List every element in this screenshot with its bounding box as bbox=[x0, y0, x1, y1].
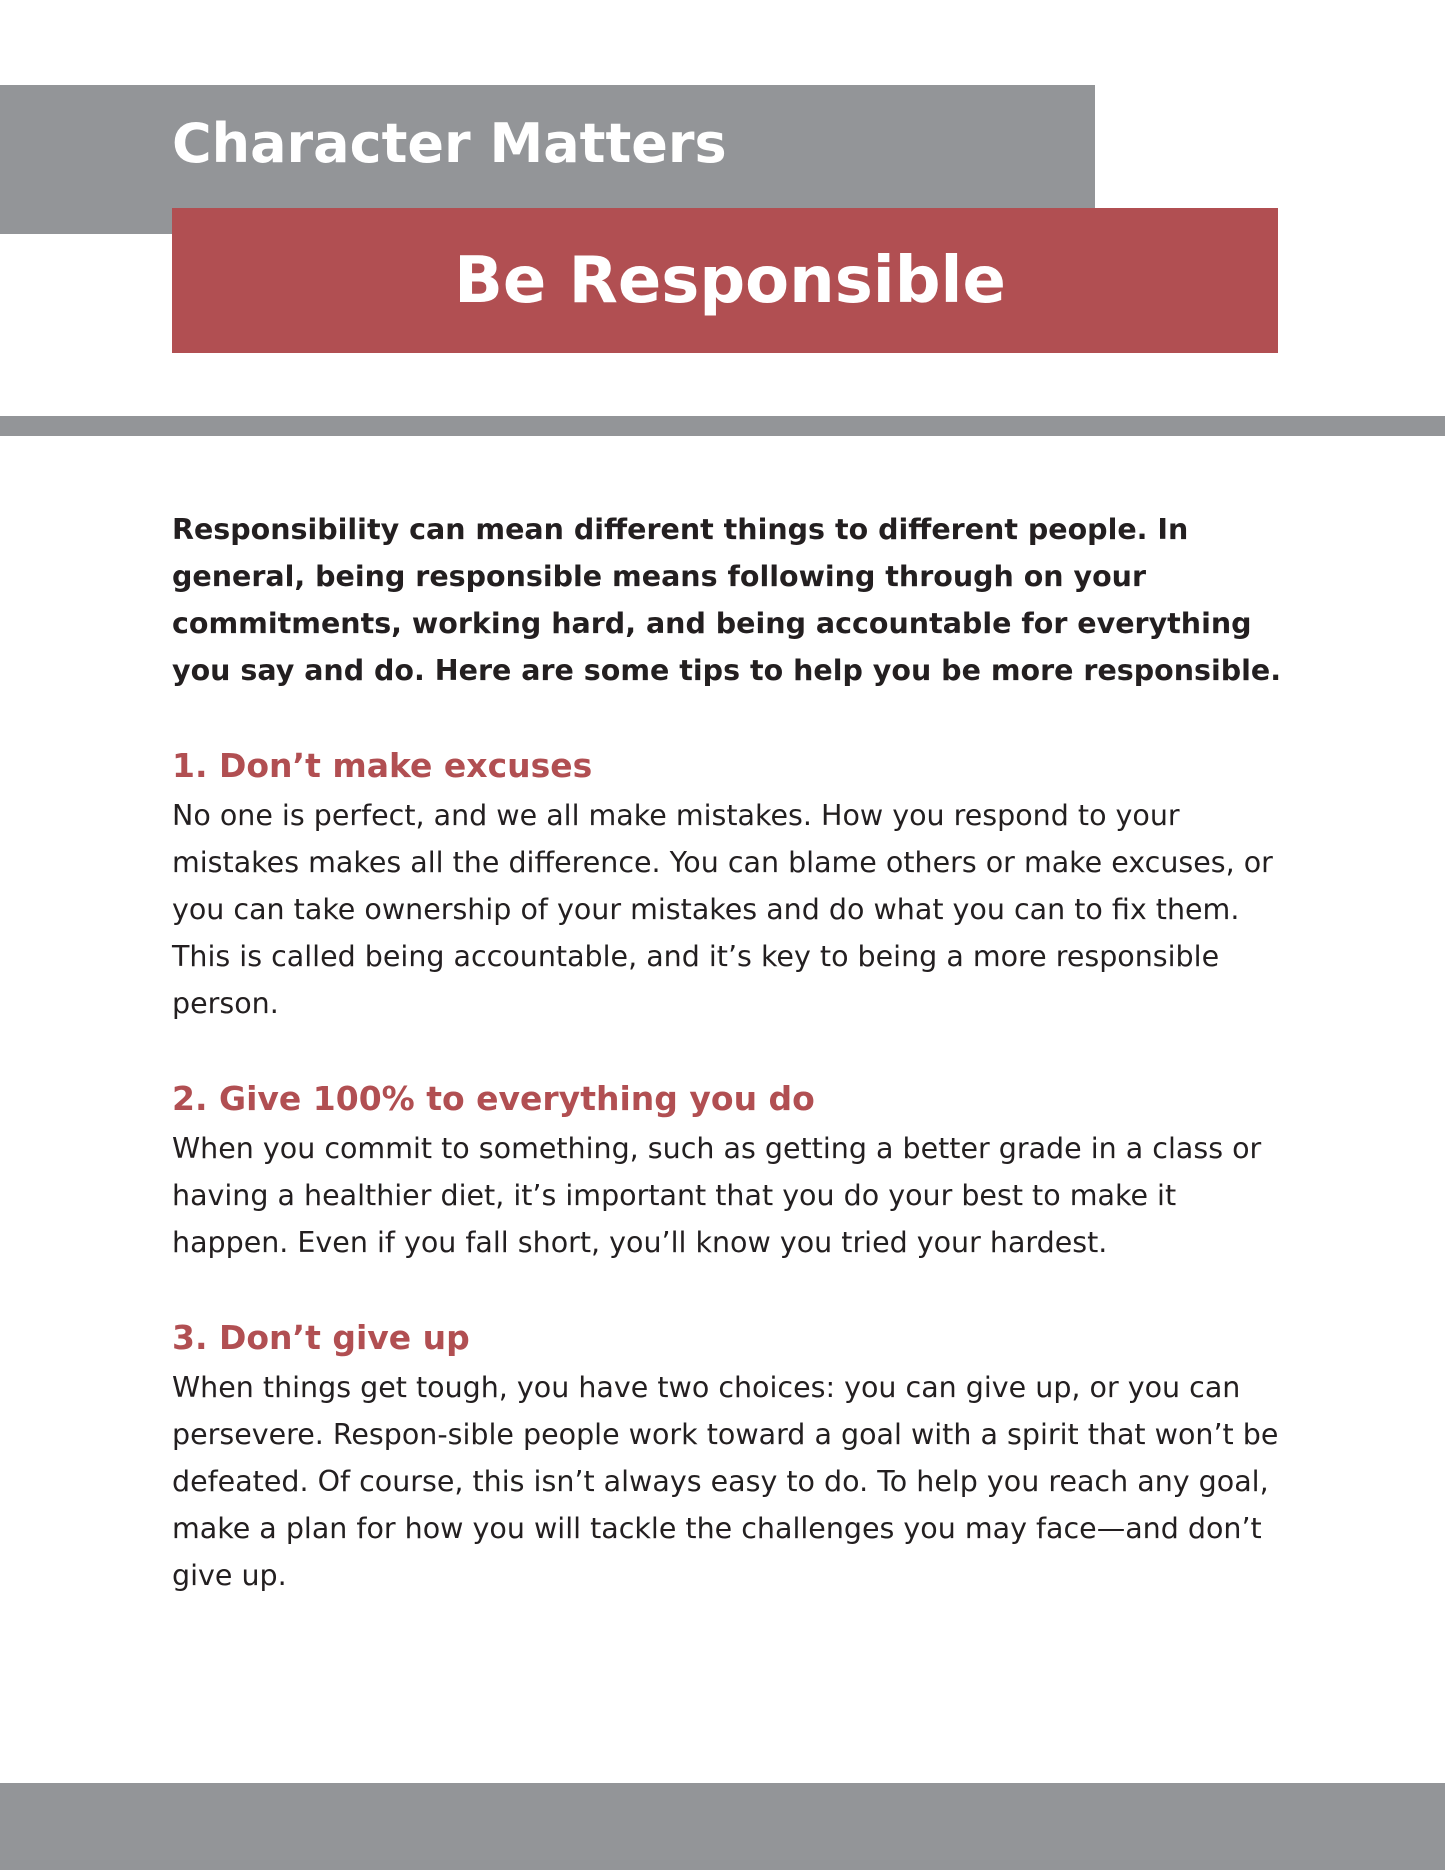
tip-heading: 3. Don’t give up bbox=[172, 1318, 470, 1357]
tip-section bbox=[172, 742, 1282, 1027]
tip-body: When you commit to something, such as getting a better grade in a class or having a healthier diet, it’s important that you do your best to make it happen. Even if you fall short, you’ll know you tried your hardest. bbox=[172, 1132, 1262, 1259]
page-title: Be Responsible bbox=[454, 243, 1006, 318]
intro-paragraph: Responsibility can mean different things to different people. In general, being responsible means following through on your commitments, working hard, and being accountable for everything you say and do. Here are some tips to help you be more responsible. bbox=[172, 513, 1282, 687]
title-banner bbox=[172, 208, 1278, 353]
tip-body: No one is perfect, and we all make mistakes. How you respond to your mistakes makes all the difference. You can blame others or make excuses, or you can take ownership of your mistakes and do what you can to fix them. This is called being accountable, and it’s key to being a more responsible person. bbox=[172, 799, 1273, 1020]
article-content bbox=[172, 506, 1282, 1599]
tip-section bbox=[172, 1314, 1282, 1599]
tip-section bbox=[172, 1075, 1282, 1266]
tip-body: When things get tough, you have two choices: you can give up, or you can persevere. Respon-sible people work toward a goal with a spirit that won’t be defeated. Of course, this isn’t always easy to do. To help you reach any goal, make a plan for how you will tackle the challenges you may face—and don’t give up. bbox=[172, 1371, 1279, 1592]
section-divider bbox=[0, 416, 1445, 436]
tip-heading: 2. Give 100% to everything you do bbox=[172, 1079, 815, 1118]
tip-heading: 1. Don’t make excuses bbox=[172, 746, 593, 785]
series-title: Character Matters bbox=[172, 112, 727, 175]
footer-bar bbox=[0, 1783, 1445, 1870]
